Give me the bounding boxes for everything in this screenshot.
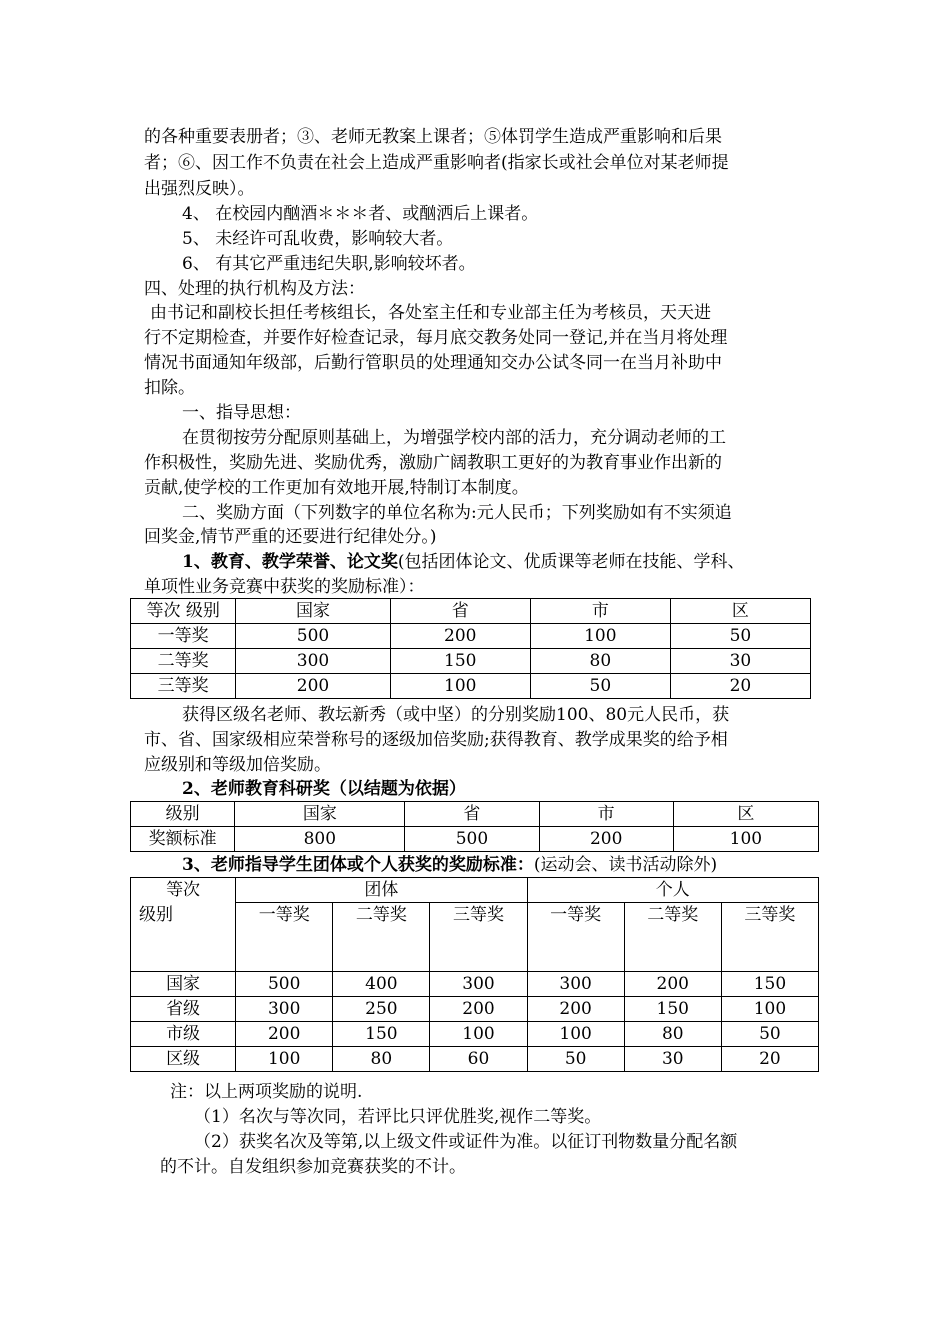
table-cell: 100: [390, 674, 530, 699]
paragraph-line: 应级别和等级加倍奖励。: [144, 755, 331, 775]
table-row: [131, 997, 819, 1022]
table-cell: 省级: [131, 997, 236, 1022]
table-cell: 100: [527, 1022, 624, 1047]
table-cell: 20: [721, 1047, 818, 1072]
table-cell: 奖额标准: [131, 827, 235, 852]
table-cell: 30: [670, 649, 810, 674]
table-cell: 250: [333, 997, 430, 1022]
table-row: [131, 827, 819, 852]
table-header-cell: 区: [670, 599, 810, 624]
table-header-cell: 三等奖: [721, 903, 818, 972]
table-cell: 50: [670, 624, 810, 649]
paragraph-line: 者；⑥、因工作不负责在社会上造成严重影响者(指家长或社会单位对某老师提: [144, 153, 729, 173]
table-cell: 80: [333, 1047, 430, 1072]
table-header-cell: 省: [405, 802, 539, 827]
table-header-cell: 市: [530, 599, 670, 624]
table-cell: 国家: [131, 972, 236, 997]
table-header-cell: 国家: [235, 802, 405, 827]
table-cell: 50: [721, 1022, 818, 1047]
student-guidance-award-table: [130, 877, 819, 1072]
section-heading: 二、奖励方面（下列数字的单位名称为:元人民币；下列奖励如有不实须追: [182, 503, 732, 523]
table-corner-bottom: 级别: [131, 903, 236, 972]
table-group-header: 个人: [527, 878, 818, 903]
list-item-4: 4、 在校园内酗酒＊＊＊者、或酗洒后上课者。: [182, 204, 539, 224]
table-row: [131, 972, 819, 997]
table-cell: 500: [236, 624, 390, 649]
subheading-line: [182, 852, 872, 878]
table-cell: 200: [390, 624, 530, 649]
paragraph-line: 获得区级名老师、教坛新秀（或中坚）的分别奖励100、80元人民币，获: [182, 705, 730, 725]
table-row: [131, 649, 811, 674]
note-heading: 注：以上两项奖励的说明.: [170, 1082, 363, 1102]
section-heading: 四、处理的执行机构及方法：: [144, 279, 365, 299]
note-item: （1）名次与等次同，若评比只评优胜奖,视作二等奖。: [194, 1107, 602, 1127]
table-cell: 一等奖: [131, 624, 236, 649]
table-cell: 60: [430, 1047, 527, 1072]
paragraph-line: 市、省、国家级相应荣誉称号的逐级加倍奖励;获得教育、教学成果奖的给予相: [144, 730, 728, 750]
subheading-line: [182, 549, 872, 575]
table-header-row: [131, 878, 819, 903]
table-cell: 80: [624, 1022, 721, 1047]
table-cell: 50: [530, 674, 670, 699]
table-cell: 100: [721, 997, 818, 1022]
subheading-rest: (运动会、读书活动除外): [533, 855, 718, 875]
list-item-5: 5、 未经许可乱收费，影响较大者。: [182, 229, 454, 249]
table-header-cell: 等次 级别: [131, 599, 236, 624]
table-header-cell: 区: [673, 802, 818, 827]
subheading-bold: 3、老师指导学生团体或个人获奖的奖励标准：: [182, 855, 534, 875]
subheading-rest: (包括团体论文、优质课等老师在技能、学科、: [397, 552, 745, 572]
paragraph-line: 情况书面通知年级部，后勤行管职员的处理通知交办公试冬同一在当月补助中: [144, 353, 722, 373]
paragraph-line: 回奖金,情节严重的还要进行纪律处分。): [144, 527, 437, 547]
table-cell: 30: [624, 1047, 721, 1072]
table-cell: 20: [670, 674, 810, 699]
paragraph-line: 单项性业务竞赛中获奖的奖励标准）：: [144, 577, 425, 597]
table-header-cell: 国家: [236, 599, 390, 624]
table-header-cell: 级别: [131, 802, 235, 827]
table-cell: 200: [430, 997, 527, 1022]
table-cell: 200: [236, 674, 390, 699]
table-cell: 500: [236, 972, 333, 997]
table-row: [131, 1047, 819, 1072]
table-cell: 三等奖: [131, 674, 236, 699]
table-cell: 300: [430, 972, 527, 997]
paragraph-line: 作积极性，奖励先进、奖励优秀，激励广阔教职工更好的为教育事业作出新的: [144, 453, 722, 473]
table-cell: 100: [236, 1047, 333, 1072]
research-award-table: [130, 801, 819, 852]
paragraph-line: 贡献,使学校的工作更加有效地开展,特制订本制度。: [144, 478, 529, 498]
table-corner-top: 等次: [131, 878, 236, 903]
table-cell: 300: [236, 997, 333, 1022]
note-item: 的不计。自发组织参加竞赛获奖的不计。: [160, 1157, 466, 1177]
table-cell: 200: [539, 827, 673, 852]
table-cell: 800: [235, 827, 405, 852]
note-item: （2）获奖名次及等第,以上级文件或证件为准。以征订刊物数量分配名额: [194, 1132, 738, 1152]
table-header-cell: 省: [390, 599, 530, 624]
table-cell: 100: [530, 624, 670, 649]
paragraph-line: 在贯彻按劳分配原则基础上，为增强学校内部的活力，充分调动老师的工: [182, 428, 726, 448]
table-cell: 300: [527, 972, 624, 997]
section-heading: 一、指导思想：: [182, 403, 301, 423]
table-cell: 150: [624, 997, 721, 1022]
table-cell: 区级: [131, 1047, 236, 1072]
table-cell: 80: [530, 649, 670, 674]
table-header-cell: 一等奖: [236, 903, 333, 972]
table-cell: 500: [405, 827, 539, 852]
table-cell: 200: [236, 1022, 333, 1047]
table-cell: 50: [527, 1047, 624, 1072]
table-header-cell: 市: [539, 802, 673, 827]
table-group-header: 团体: [236, 878, 527, 903]
paragraph-line: 由书记和副校长担任考核组长，各处室主任和专业部主任为考核员，天天进: [150, 303, 711, 323]
paragraph-line: 出强烈反映）。: [144, 179, 255, 199]
table-cell: 300: [236, 649, 390, 674]
table-cell: 200: [527, 997, 624, 1022]
table-header-row: [131, 802, 819, 827]
table-header-row: [131, 599, 811, 624]
table-header-cell: 一等奖: [527, 903, 624, 972]
subheading-bold: 1、教育、教学荣誉、论文奖: [182, 552, 398, 572]
table-row: [131, 1022, 819, 1047]
table-row: [131, 674, 811, 699]
table-subheader-row: [131, 903, 819, 972]
paragraph-line: 的各种重要表册者；③、老师无教案上课者；⑤体罚学生造成严重影响和后果: [144, 127, 722, 147]
table-cell: 市级: [131, 1022, 236, 1047]
table-cell: 150: [721, 972, 818, 997]
table-cell: 200: [624, 972, 721, 997]
table-cell: 400: [333, 972, 430, 997]
subheading-line: 2、老师教育科研奖（以结题为依据）: [182, 779, 466, 799]
table-header-cell: 二等奖: [333, 903, 430, 972]
honor-award-table: [130, 598, 811, 699]
table-row: [131, 624, 811, 649]
paragraph-line: 扣除。: [144, 378, 195, 398]
table-cell: 二等奖: [131, 649, 236, 674]
list-item-6: 6、 有其它严重违纪失职,影响较坏者。: [182, 254, 476, 274]
table-cell: 150: [333, 1022, 430, 1047]
table-cell: 100: [673, 827, 818, 852]
paragraph-line: 行不定期检查，并要作好检查记录，每月底交教务处同一登记,并在当月将处理: [144, 328, 728, 348]
table-cell: 150: [390, 649, 530, 674]
table-header-cell: 三等奖: [430, 903, 527, 972]
table-cell: 100: [430, 1022, 527, 1047]
table-header-cell: 二等奖: [624, 903, 721, 972]
